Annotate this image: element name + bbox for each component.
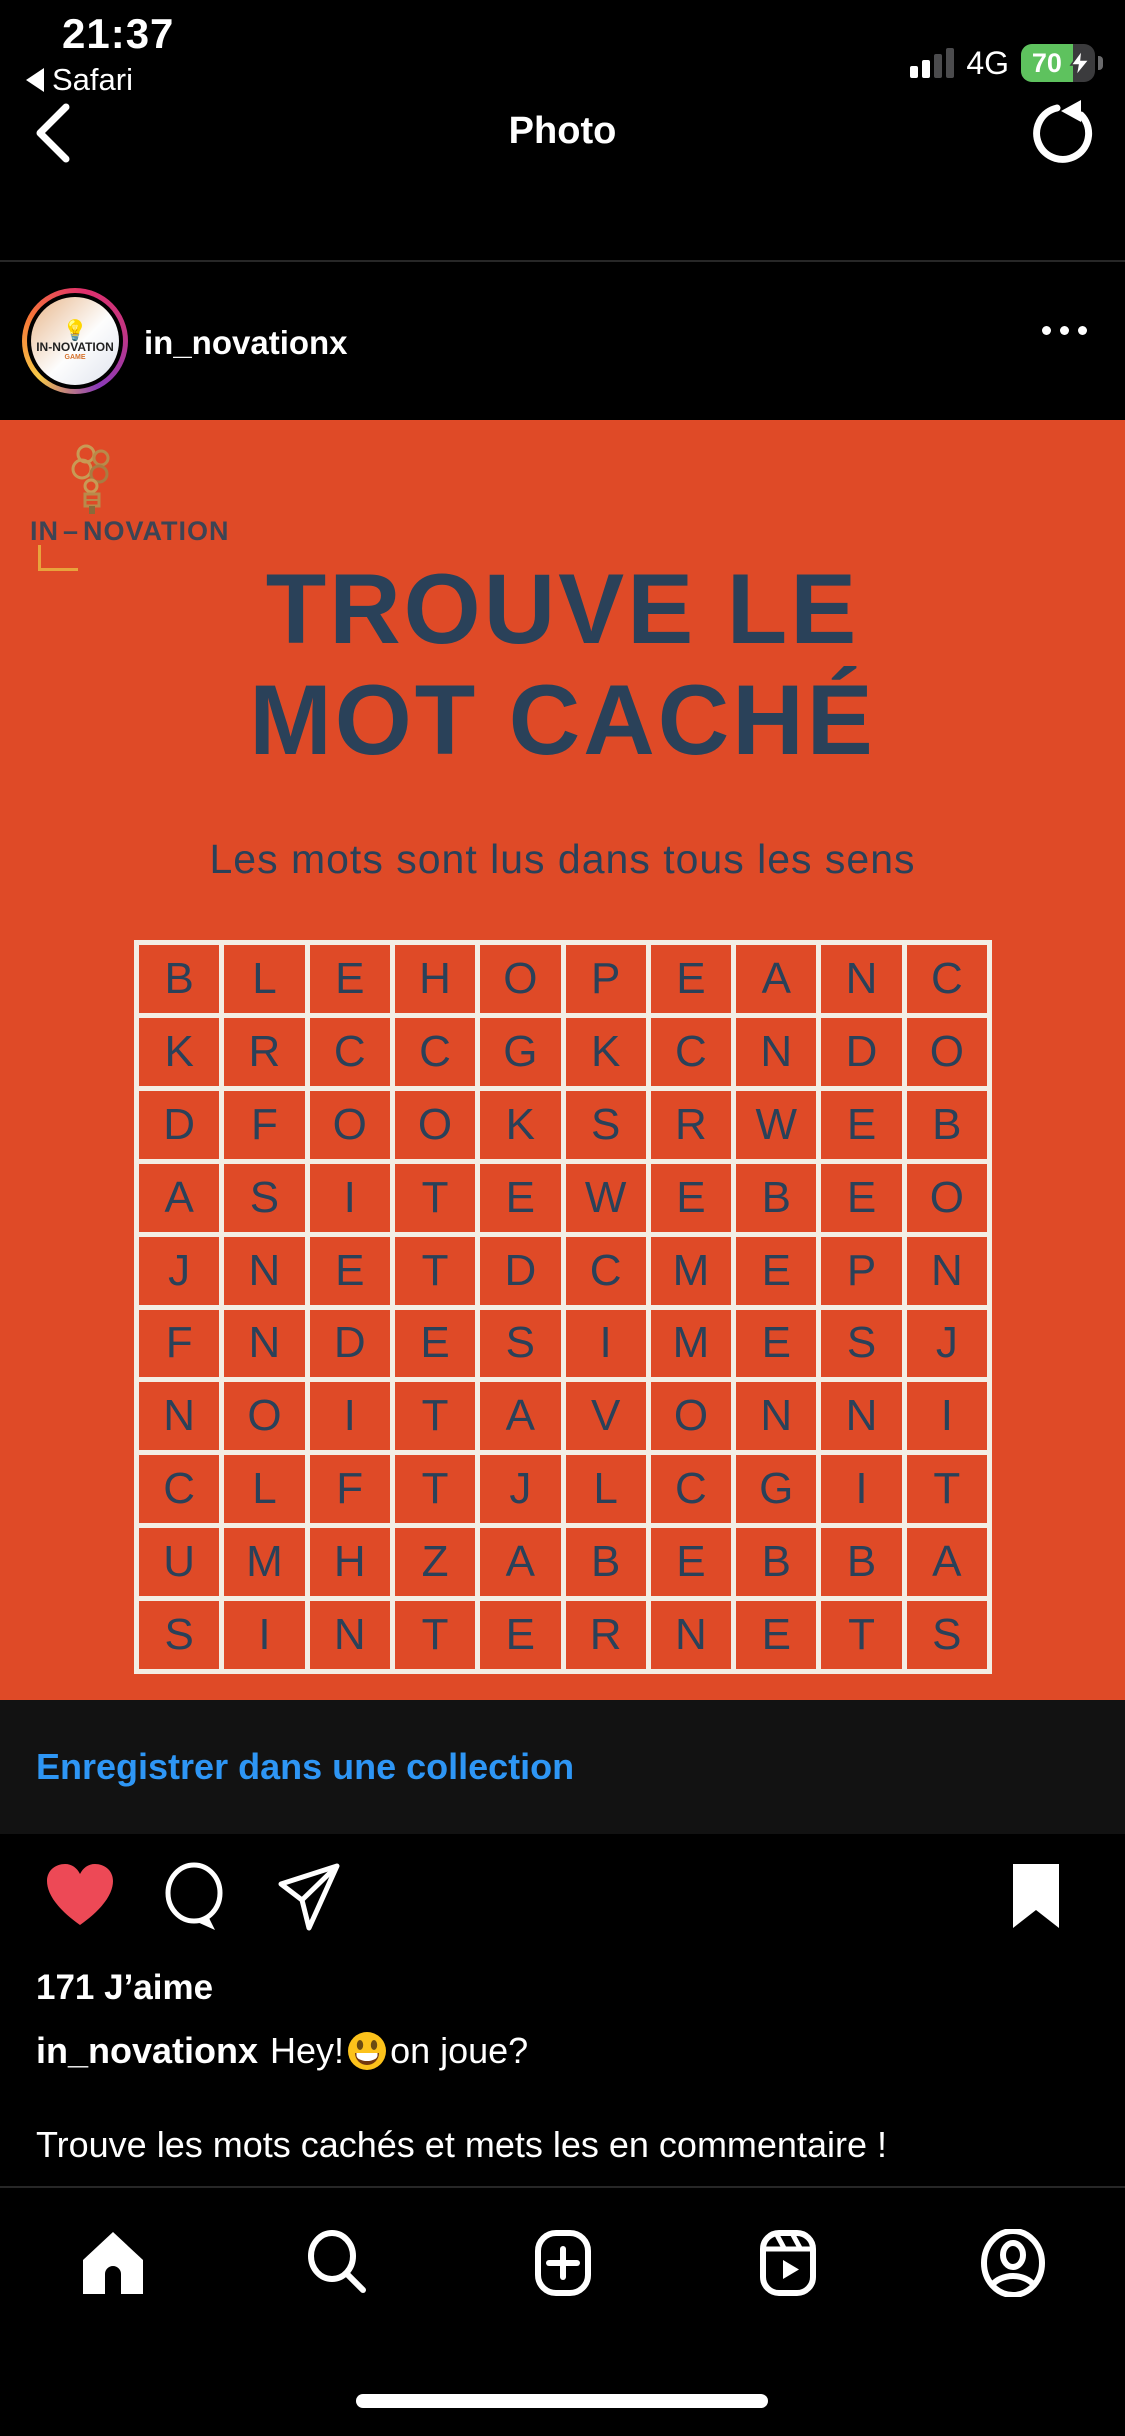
grid-row (139, 1382, 987, 1450)
grid-cell: E (310, 945, 390, 1013)
comment-button[interactable] (162, 1862, 230, 1932)
avatar-logo-text: IN-NOVATION (36, 339, 114, 354)
grid-cell: T (907, 1455, 987, 1523)
photo-nav-header (0, 96, 1125, 262)
save-to-collection-banner (0, 1700, 1125, 1834)
grid-cell: T (395, 1382, 475, 1450)
grid-cell: B (736, 1528, 816, 1596)
grid-cell: O (907, 1164, 987, 1232)
poster-title-line2: MOT CACHÉ (249, 663, 876, 775)
grid-cell: E (651, 945, 731, 1013)
grid-cell: L (224, 1455, 304, 1523)
status-time: 21:37 (62, 10, 175, 57)
grid-cell: W (736, 1091, 816, 1159)
grid-cell: D (139, 1091, 219, 1159)
back-to-safari-button[interactable] (26, 62, 133, 98)
like-button[interactable] (44, 1862, 116, 1928)
bottom-navigation (0, 2188, 1125, 2338)
grid-cell: T (395, 1164, 475, 1232)
save-bookmark-button[interactable] (1011, 1862, 1061, 1930)
post-image-word-search[interactable] (0, 420, 1125, 1700)
grid-cell: P (566, 945, 646, 1013)
grinning-face-emoji-icon (346, 2030, 388, 2072)
innovation-logo: IN – NOVATION (30, 442, 260, 571)
grid-cell: A (907, 1528, 987, 1596)
grid-cell: A (736, 945, 816, 1013)
grid-cell: I (310, 1164, 390, 1232)
avatar-logo-subtext: GAME (64, 353, 86, 361)
logo-word-novation: NOVATION (83, 516, 230, 546)
grid-cell: H (395, 945, 475, 1013)
grid-cell: S (224, 1164, 304, 1232)
grid-cell: B (907, 1091, 987, 1159)
new-post-plus-icon (530, 2230, 596, 2296)
grid-cell: E (480, 1601, 560, 1669)
poster-title (0, 554, 1125, 776)
post-caption-line2: Trouve les mots cachés et mets les en commentaire ! (36, 2124, 887, 2165)
network-type-label: 4G (966, 44, 1009, 81)
caption-text-after: on joue? (390, 2030, 529, 2071)
caption-username[interactable]: in_novationx (36, 2030, 259, 2071)
grid-cell: G (480, 1018, 560, 1086)
grid-cell: O (310, 1091, 390, 1159)
battery-cap (1098, 56, 1103, 70)
grid-cell: T (821, 1601, 901, 1669)
grid-cell: N (821, 1382, 901, 1450)
poster-title-line1: TROUVE LE (265, 553, 860, 664)
tab-home[interactable] (0, 2188, 225, 2338)
grid-cell: C (310, 1018, 390, 1086)
grid-cell: E (480, 1164, 560, 1232)
grid-cell: I (224, 1601, 304, 1669)
gear-lightbulb-icon (64, 442, 122, 516)
post-caption (36, 2030, 528, 2072)
grid-cell: E (310, 1237, 390, 1305)
grid-cell: F (224, 1091, 304, 1159)
grid-cell: C (651, 1455, 731, 1523)
back-app-label: Safari (52, 62, 133, 97)
grid-cell: I (566, 1310, 646, 1378)
grid-cell: P (821, 1237, 901, 1305)
grid-cell: K (566, 1018, 646, 1086)
grid-cell: S (566, 1091, 646, 1159)
grid-cell: D (480, 1237, 560, 1305)
grid-cell: E (651, 1528, 731, 1596)
grid-cell: J (907, 1310, 987, 1378)
grid-cell: N (224, 1237, 304, 1305)
status-indicators (910, 44, 1103, 82)
grid-row (139, 1528, 987, 1596)
refresh-button[interactable] (1029, 96, 1099, 166)
grid-row (139, 1310, 987, 1378)
grid-cell: N (651, 1601, 731, 1669)
post-action-bar (0, 1848, 1125, 1958)
back-triangle-icon (26, 68, 44, 92)
grid-cell: R (566, 1601, 646, 1669)
grid-cell: L (566, 1455, 646, 1523)
grid-cell: A (480, 1382, 560, 1450)
caption-text-before: Hey! (270, 2030, 345, 2071)
grid-cell: E (651, 1164, 731, 1232)
grid-cell: L (224, 945, 304, 1013)
more-options-button[interactable] (1042, 326, 1087, 335)
grid-cell: K (480, 1091, 560, 1159)
grid-cell: S (480, 1310, 560, 1378)
grid-cell: I (907, 1382, 987, 1450)
grid-cell: T (395, 1601, 475, 1669)
grid-cell: M (651, 1310, 731, 1378)
grid-row (139, 1455, 987, 1523)
grid-cell: B (821, 1528, 901, 1596)
word-grid (134, 940, 992, 1674)
grid-row (139, 1018, 987, 1086)
bookmark-icon (1011, 1862, 1061, 1930)
grid-cell: E (736, 1237, 816, 1305)
grid-cell: R (651, 1091, 731, 1159)
grid-cell: F (139, 1310, 219, 1378)
grid-cell: N (821, 945, 901, 1013)
tab-profile[interactable] (900, 2188, 1125, 2338)
poster-subtitle: Les mots sont lus dans tous les sens (209, 836, 916, 882)
grid-cell: D (310, 1310, 390, 1378)
heart-icon (44, 1862, 116, 1928)
grid-cell: A (139, 1164, 219, 1232)
grid-cell: O (224, 1382, 304, 1450)
grid-cell: H (310, 1528, 390, 1596)
grid-cell: M (224, 1528, 304, 1596)
post-username[interactable]: in_novationx (144, 324, 348, 361)
grid-cell: S (139, 1601, 219, 1669)
grid-cell: D (821, 1018, 901, 1086)
grid-cell: C (395, 1018, 475, 1086)
grid-cell: I (821, 1455, 901, 1523)
dot-icon (1078, 326, 1087, 335)
grid-cell: O (480, 945, 560, 1013)
dot-icon (1042, 326, 1051, 335)
grid-cell: C (651, 1018, 731, 1086)
grid-row (139, 1091, 987, 1159)
grid-cell: C (566, 1237, 646, 1305)
tab-reels[interactable] (675, 2188, 900, 2338)
tab-search[interactable] (225, 2188, 450, 2338)
grid-cell: N (310, 1601, 390, 1669)
grid-cell: E (736, 1310, 816, 1378)
grid-cell: M (651, 1237, 731, 1305)
avatar[interactable] (22, 288, 128, 394)
comment-bubble-icon (162, 1862, 230, 1932)
search-icon (305, 2230, 371, 2296)
grid-cell: S (821, 1310, 901, 1378)
grid-cell: N (139, 1382, 219, 1450)
paper-plane-icon (276, 1862, 342, 1932)
grid-cell: A (480, 1528, 560, 1596)
battery-percent-label: 70 (1021, 44, 1073, 82)
home-indicator[interactable] (356, 2394, 768, 2408)
save-to-collection-link[interactable]: Enregistrer dans une collection (36, 1746, 575, 1787)
grid-row (139, 1164, 987, 1232)
grid-cell: T (395, 1455, 475, 1523)
grid-cell: C (139, 1455, 219, 1523)
grid-row (139, 945, 987, 1013)
grid-cell: J (480, 1455, 560, 1523)
grid-cell: S (907, 1601, 987, 1669)
logo-word-in: IN (30, 516, 59, 546)
grid-cell: B (566, 1528, 646, 1596)
grid-cell: O (907, 1018, 987, 1086)
grid-cell: T (395, 1237, 475, 1305)
charging-bolt-icon (1068, 49, 1092, 77)
grid-cell: N (736, 1382, 816, 1450)
likes-count[interactable]: 171 J’aime (36, 1968, 214, 2007)
page-title: Photo (508, 110, 617, 152)
dot-icon (1060, 326, 1069, 335)
home-icon (79, 2230, 147, 2296)
grid-row (139, 1601, 987, 1669)
header-divider (0, 260, 1125, 262)
grid-cell: E (395, 1310, 475, 1378)
profile-avatar-icon (979, 2229, 1047, 2297)
grid-cell: N (736, 1018, 816, 1086)
grid-cell: G (736, 1455, 816, 1523)
battery-icon (1021, 44, 1095, 82)
grid-cell: K (139, 1018, 219, 1086)
grid-cell: B (736, 1164, 816, 1232)
share-button[interactable] (276, 1862, 342, 1932)
grid-cell: B (139, 945, 219, 1013)
grid-cell: F (310, 1455, 390, 1523)
refresh-icon (1031, 98, 1097, 164)
grid-cell: I (310, 1382, 390, 1450)
cellular-signal-icon (910, 48, 954, 78)
grid-cell: V (566, 1382, 646, 1450)
grid-cell: R (224, 1018, 304, 1086)
grid-cell: W (566, 1164, 646, 1232)
post-header (0, 264, 1125, 420)
grid-cell: U (139, 1528, 219, 1596)
grid-cell: O (651, 1382, 731, 1450)
grid-cell: N (907, 1237, 987, 1305)
tab-new-post[interactable] (450, 2188, 675, 2338)
grid-cell: O (395, 1091, 475, 1159)
grid-cell: C (907, 945, 987, 1013)
grid-cell: N (224, 1310, 304, 1378)
grid-cell: Z (395, 1528, 475, 1596)
grid-row (139, 1237, 987, 1305)
reels-icon (755, 2230, 821, 2296)
grid-cell: E (821, 1164, 901, 1232)
lightbulb-logo-icon: 💡 (62, 319, 88, 342)
grid-cell: E (736, 1601, 816, 1669)
grid-cell: J (139, 1237, 219, 1305)
grid-cell: E (821, 1091, 901, 1159)
